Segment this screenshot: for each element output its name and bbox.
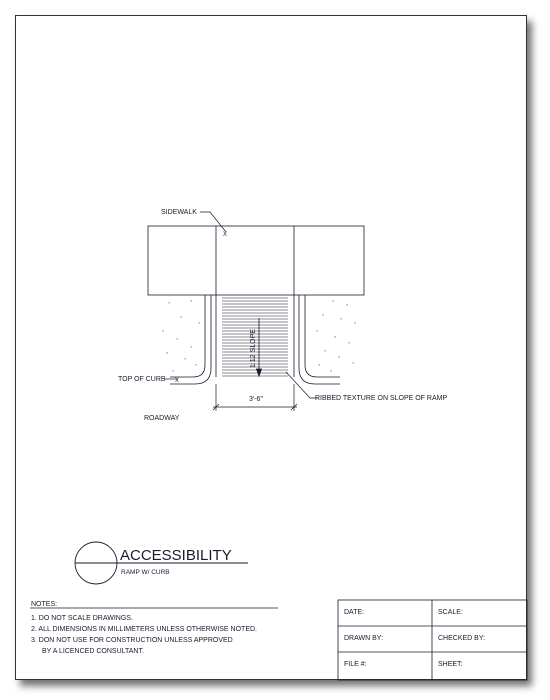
- grass-mark: ˬ: [198, 318, 201, 324]
- ribbed-texture-label: RIBBED TEXTURE ON SLOPE OF RAMP: [315, 395, 448, 402]
- grass-mark: ˬ: [180, 312, 183, 318]
- roadway-label: ROADWAY: [144, 415, 180, 422]
- file-number-field: FILE #:: [344, 661, 367, 668]
- sidewalk-callout-mark: X: [223, 232, 228, 238]
- note-2: 2. ALL DIMENSIONS IN MILLIMETERS UNLESS OTHERWISE NOTED.: [31, 626, 257, 633]
- note-1: 1. DO NOT SCALE DRAWINGS.: [31, 615, 133, 622]
- grass-mark: ˬ: [190, 296, 193, 302]
- grass-mark: ˬ: [316, 326, 319, 332]
- sheet-field: SHEET:: [438, 661, 463, 668]
- grass-mark: ˬ: [324, 346, 327, 352]
- grass-mark: ˬ: [348, 338, 351, 344]
- grass-mark: ˬ: [195, 360, 198, 366]
- grass-mark: ˬ: [340, 314, 343, 320]
- scale-field: SCALE:: [438, 609, 463, 616]
- drawing-subtitle: RAMP W/ CURB: [121, 569, 170, 576]
- grass-mark: ˬ: [354, 318, 357, 324]
- grass-mark: ˬ: [168, 298, 171, 304]
- date-field: DATE:: [344, 609, 365, 616]
- grass-mark: ˬ: [346, 300, 349, 306]
- grass-mark: ˬ: [330, 366, 333, 372]
- grass-mark: ˬ: [338, 352, 341, 358]
- curb-callout-mark: X: [175, 378, 180, 384]
- grass-mark: ˬ: [184, 354, 187, 360]
- grass-mark: ˬ: [190, 342, 193, 348]
- sidewalk-label: SIDEWALK: [161, 209, 197, 216]
- grass-mark: ˬ: [332, 296, 335, 302]
- note-4: BY A LICENCED CONSULTANT.: [42, 648, 144, 655]
- notes-heading: NOTES:: [31, 601, 58, 608]
- grass-mark: ˬ: [334, 332, 337, 338]
- grass-mark: ˬ: [352, 358, 355, 364]
- grass-mark: ˬ: [318, 360, 321, 366]
- slope-arrow-head: [257, 369, 262, 376]
- grass-mark: ˬ: [176, 334, 179, 340]
- sidewalk-leader: [200, 212, 226, 232]
- grass-mark: ˬ: [322, 310, 325, 316]
- top-of-curb-label: TOP OF CURB: [118, 376, 166, 383]
- grass-mark: ˬ: [166, 348, 169, 354]
- drawing-title: ACCESSIBILITY: [120, 547, 232, 564]
- drawn-by-field: DRAWN BY:: [344, 635, 384, 642]
- note-3: 3. DON NOT USE FOR CONSTRUCTION UNLESS APPROVED: [31, 637, 233, 644]
- grass-mark: ˬ: [172, 366, 175, 372]
- checked-by-field: CHECKED BY:: [438, 635, 486, 642]
- ribbed-texture-leader: [286, 372, 318, 398]
- grass-mark: ˬ: [162, 326, 165, 332]
- slope-label: 1:12 SLOPE: [250, 329, 257, 368]
- dimension-label: 3'-6": [249, 396, 263, 403]
- sidewalk-block: [148, 226, 364, 295]
